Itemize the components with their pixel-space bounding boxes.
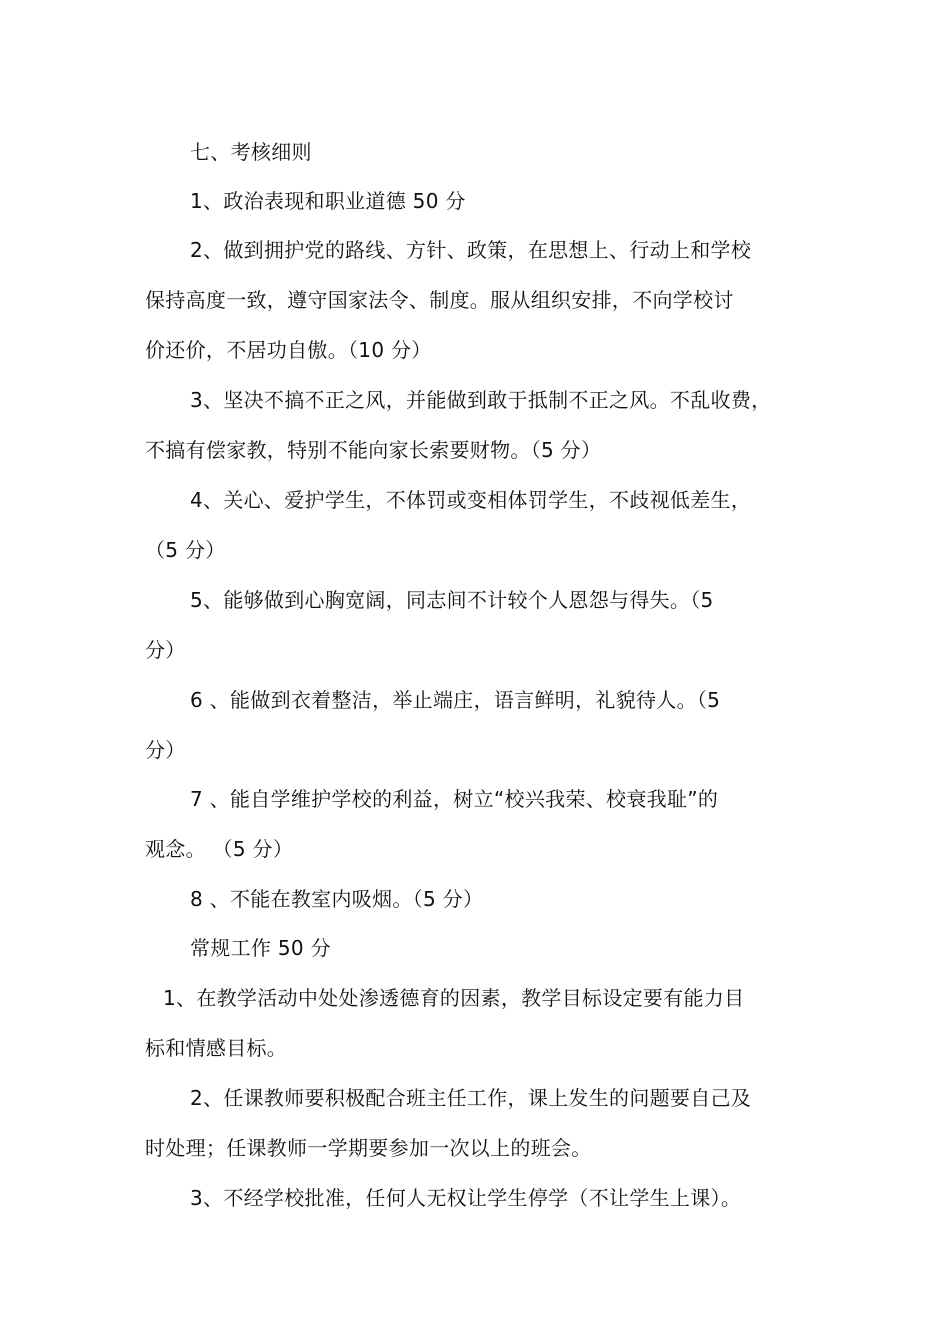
routine-1-line-2: 标和情感目标。 <box>145 1036 288 1060</box>
item-4-line-2: （5 分） <box>145 538 226 562</box>
routine-work-heading: 常规工作 50 分 <box>190 936 331 960</box>
item-3-line-2: 不搞有偿家教，特别不能向家长索要财物。（5 分） <box>145 438 602 462</box>
item-7-line-1: 7 、能自学维护学校的利益，树立“校兴我荣、校衰我耻”的 <box>190 787 719 811</box>
routine-2-line-1: 2、任课教师要积极配合班主任工作，课上发生的问题要自己及 <box>190 1086 752 1110</box>
item-5-line-2: 分） <box>145 638 186 662</box>
item-6-line-1: 6 、能做到衣着整洁，举止端庄，语言鲜明，礼貌待人。（5 <box>190 688 721 712</box>
item-7-line-2: 观念。 （5 分） <box>145 837 294 861</box>
section-heading: 七、考核细则 <box>190 140 312 164</box>
item-4-line-1: 4、关心、爱护学生，不体罚或变相体罚学生，不歧视低差生， <box>190 488 752 512</box>
item-8: 8 、不能在教室内吸烟。（5 分） <box>190 887 484 911</box>
item-2-line-2: 保持高度一致，遵守国家法令、制度。服从组织安排，不向学校讨 <box>145 288 734 312</box>
item-2-line-3: 价还价，不居功自傲。（10 分） <box>145 338 432 362</box>
routine-2-line-2: 时处理；任课教师一学期要参加一次以上的班会。 <box>145 1136 592 1160</box>
item-3-line-1: 3、坚决不搞不正之风，并能做到敢于抵制不正之风。不乱收费， <box>190 388 772 412</box>
item-1-title: 1、政治表现和职业道德 50 分 <box>190 189 466 213</box>
item-5-line-1: 5、能够做到心胸宽阔，同志间不计较个人恩怨与得失。（5 <box>190 588 714 612</box>
routine-1-line-1: 1、在教学活动中处处渗透德育的因素，教学目标设定要有能力目 <box>163 986 745 1010</box>
item-2-line-1: 2、做到拥护党的路线、方针、政策，在思想上、行动上和学校 <box>190 238 752 262</box>
routine-3: 3、不经学校批准，任何人无权让学生停学（不让学生上课）。 <box>190 1186 742 1210</box>
item-6-line-2: 分） <box>145 738 186 762</box>
